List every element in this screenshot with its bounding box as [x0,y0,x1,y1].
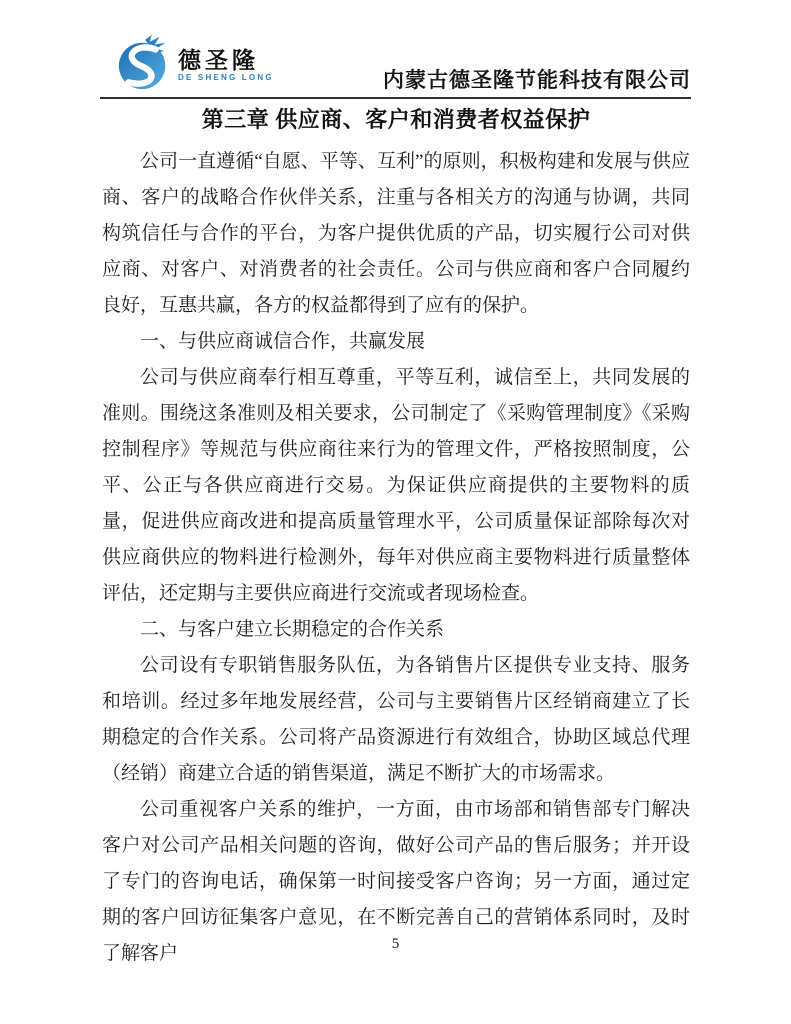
company-name: 内蒙古德圣隆节能科技有限公司 [383,68,691,92]
paragraph: 公司设有专职销售服务队伍，为各销售片区提供专业支持、服务和培训。经过多年地发展经营，公司与主要销售片区经销商建立了长期稳定的合作关系。公司将产品资源进行有效组合，协助区域总代理（经销）商建立合适的销售渠道，满足不断扩大的市场需求。 [102,655,690,784]
logo-name-en: DE SHENG LONG [178,73,274,82]
logo-name-cn: 德圣隆 [178,47,259,73]
company-logo [116,34,274,92]
page-number: 5 [391,936,400,952]
document-body [102,101,690,972]
chapter-title: 第三章 供应商、客户和消费者权益保护 [201,107,591,132]
paragraph: 公司与供应商奉行相互尊重，平等互利，诚信至上，共同发展的准则。围绕这条准则及相关要求，公司制定了《采购管理制度》《采购控制程序》等规范与供应商往来行为的管理文件，严格按照制度，公平、公正与各供应商进行交易。为保证供应商提供的主要物料的质量，促进供应商改进和提高质量管理水平，公司质量保证部除每次对供应商供应的物料进行检测外，每年对供应商主要物料进行质量整体评估，还定期与主要供应商进行交流或者现场检查。 [102,367,690,604]
paragraph: 公司一直遵循“自愿、平等、互利”的原则，积极构建和发展与供应商、客户的战略合作伙伴关系，注重与各相关方的沟通与协调，共同构筑信任与合作的平台，为客户提供优质的产品，切实履行公司对供应商、对客户、对消费者的社会责任。公司与供应商和客户合同履约良好，互惠共赢，各方的权益都得到了应有的保护。 [102,151,690,316]
section-heading-1: 一、与供应商诚信合作，共赢发展 [140,331,426,352]
logo-text [178,48,274,84]
page-header [100,0,691,99]
paragraph: 公司重视客户关系的维护，一方面，由市场部和销售部专门解决客户对公司产品相关问题的咨询，做好公司产品的售后服务；并开设了专门的咨询电话，确保第一时间接受客户咨询；另一方面，通过定期的客户回访征集客户意见，在不断完善自己的营销体系同时，及时了解客户 [102,799,690,964]
dragon-logo-icon [116,34,174,92]
section-heading-2: 二、与客户建立长期稳定的合作关系 [140,619,445,640]
